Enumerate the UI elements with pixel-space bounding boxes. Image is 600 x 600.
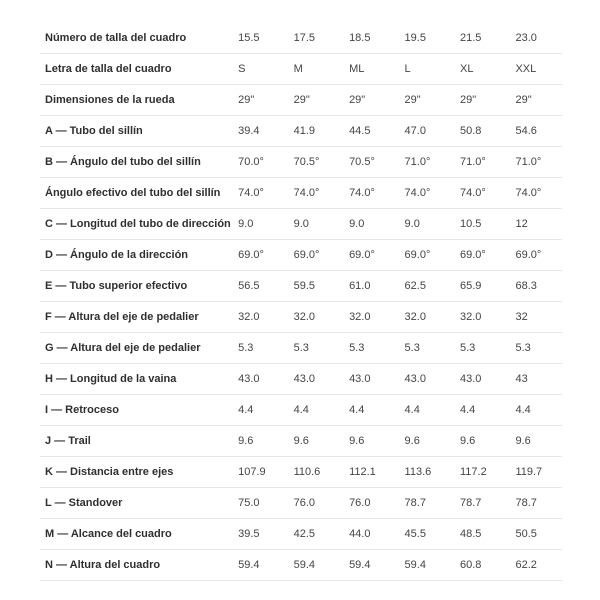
table-cell: 119.7 [515, 466, 543, 478]
table-cell: 9.0 [238, 218, 254, 230]
table-cell: 117.2 [460, 466, 487, 478]
table-cell: 32.0 [404, 311, 426, 323]
row-label: L — Standover [45, 497, 123, 509]
table-row [40, 240, 562, 271]
table-row [40, 147, 562, 178]
table-cell: S [238, 63, 246, 75]
table-cell: 113.6 [404, 466, 432, 478]
table-cell: 42.5 [293, 528, 316, 540]
table-cell: L [404, 63, 411, 75]
table-cell: 78.7 [515, 497, 537, 509]
table-row [40, 333, 562, 364]
table-row [40, 550, 562, 581]
table-cell: 69.0° [238, 249, 264, 261]
table-cell: 44.5 [349, 125, 371, 137]
row-label: F — Altura del eje de pedalier [45, 311, 199, 323]
table-cell: 29" [460, 94, 477, 106]
table-cell: 43.0 [460, 373, 482, 385]
table-cell: 43.0 [349, 373, 371, 385]
table-cell: 9.0 [293, 218, 309, 230]
table-cell: 29" [238, 94, 255, 106]
table-cell: 39.5 [238, 528, 260, 540]
row-label: I — Retroceso [45, 404, 119, 416]
table-cell: 4.4 [293, 404, 309, 416]
table-cell: 62.2 [515, 559, 537, 571]
table-cell: 9.0 [349, 218, 365, 230]
table-cell: 18.5 [349, 32, 371, 44]
table-cell: 76.0 [293, 497, 316, 509]
table-cell: 112.1 [349, 466, 376, 478]
table-cell: 78.7 [460, 497, 482, 509]
table-row [40, 23, 562, 54]
table-cell: 59.5 [293, 280, 316, 292]
table-cell: 4.4 [404, 404, 420, 416]
table-cell: 19.5 [404, 32, 426, 44]
table-cell: 12 [515, 218, 528, 230]
table-cell: 32.0 [238, 311, 260, 323]
table-cell: 74.0° [515, 187, 542, 199]
table-cell: ML [349, 63, 365, 75]
table-cell: 71.0° [515, 156, 542, 168]
table-cell: 4.4 [238, 404, 254, 416]
table-cell: 65.9 [460, 280, 482, 292]
table-cell: 47.0 [404, 125, 426, 137]
table-row [40, 178, 562, 209]
table-cell: 78.7 [404, 497, 426, 509]
table-cell: 21.5 [460, 32, 482, 44]
table-cell: 75.0 [238, 497, 260, 509]
table-cell: 69.0° [460, 249, 486, 261]
table-cell: 23.0 [515, 32, 537, 44]
table-cell: 15.5 [238, 32, 260, 44]
table-cell: 5.3 [404, 342, 420, 354]
table-cell: 32.0 [293, 311, 316, 323]
table-cell: 74.0° [238, 187, 264, 199]
table-row [40, 457, 562, 488]
table-cell: 5.3 [349, 342, 365, 354]
table-cell: 29" [515, 94, 532, 106]
table-cell: XXL [515, 63, 537, 75]
table-cell: 41.9 [293, 125, 316, 137]
row-label: Número de talla del cuadro [45, 32, 187, 44]
table-cell: 4.4 [460, 404, 476, 416]
table-cell: 74.0° [293, 187, 320, 199]
table-cell: 110.6 [293, 466, 321, 478]
table-cell: 9.6 [515, 435, 531, 447]
table-cell: 5.3 [515, 342, 531, 354]
table-row [40, 54, 562, 85]
table-cell: 74.0° [349, 187, 375, 199]
table-cell: 9.6 [349, 435, 365, 447]
row-label: Ángulo efectivo del tubo del sillín [45, 187, 221, 199]
row-label: K — Distancia entre ejes [45, 466, 174, 478]
table-row [40, 271, 562, 302]
table-cell: 70.0° [238, 156, 264, 168]
table-cell: 44.0 [349, 528, 371, 540]
table-cell: 9.6 [460, 435, 476, 447]
table-cell: 39.4 [238, 125, 260, 137]
table-cell: 71.0° [404, 156, 431, 168]
table-row [40, 116, 562, 147]
table-cell: 54.6 [515, 125, 537, 137]
table-cell: 43 [515, 373, 528, 385]
table-row [40, 395, 562, 426]
table-cell: 4.4 [515, 404, 531, 416]
table-cell: 71.0° [460, 156, 486, 168]
row-label: H — Longitud de la vaina [45, 373, 177, 385]
row-label: B — Ángulo del tubo del sillín [45, 156, 201, 168]
row-label: N — Altura del cuadro [45, 559, 161, 571]
geometry-table [40, 23, 562, 581]
table-cell: 32.0 [460, 311, 482, 323]
table-cell: 69.0° [293, 249, 320, 261]
row-label: M — Alcance del cuadro [45, 528, 172, 540]
table-cell: 17.5 [293, 32, 316, 44]
row-label: Letra de talla del cuadro [45, 63, 172, 75]
table-cell: 43.0 [238, 373, 260, 385]
table-row [40, 519, 562, 550]
table-cell: 50.5 [515, 528, 537, 540]
row-label: C — Longitud del tubo de dirección [45, 218, 231, 230]
table-row [40, 364, 562, 395]
table-cell: XL [460, 63, 474, 75]
table-cell: 29" [404, 94, 421, 106]
table-cell: 48.5 [460, 528, 482, 540]
table-cell: 59.4 [293, 559, 316, 571]
table-cell: 32 [515, 311, 528, 323]
row-label: J — Trail [45, 435, 91, 447]
table-cell: 69.0° [515, 249, 542, 261]
row-label: G — Altura del eje de pedalier [45, 342, 201, 354]
table-cell: 62.5 [404, 280, 426, 292]
table-cell: 70.5° [293, 156, 320, 168]
table-cell: 5.3 [460, 342, 476, 354]
table-cell: 107.9 [238, 466, 266, 478]
table-cell: 29" [293, 94, 310, 106]
table-cell: 50.8 [460, 125, 482, 137]
row-label: Dimensiones de la rueda [45, 94, 175, 106]
table-cell: M [293, 63, 303, 75]
table-cell: 59.4 [349, 559, 371, 571]
table-cell: 9.0 [404, 218, 420, 230]
table-row [40, 488, 562, 519]
table-row [40, 85, 562, 116]
table-cell: 74.0° [460, 187, 486, 199]
table-cell: 70.5° [349, 156, 375, 168]
table-cell: 5.3 [293, 342, 309, 354]
table-cell: 9.6 [293, 435, 309, 447]
table-cell: 60.8 [460, 559, 482, 571]
table-cell: 43.0 [404, 373, 426, 385]
table-cell: 59.4 [404, 559, 426, 571]
table-cell: 5.3 [238, 342, 254, 354]
table-cell: 10.5 [460, 218, 482, 230]
table-cell: 29" [349, 94, 366, 106]
table-cell: 56.5 [238, 280, 260, 292]
row-label: D — Ángulo de la dirección [45, 249, 189, 261]
table-cell: 59.4 [238, 559, 260, 571]
table-cell: 61.0 [349, 280, 371, 292]
row-label: E — Tubo superior efectivo [45, 280, 188, 292]
table-cell: 68.3 [515, 280, 537, 292]
table-row [40, 426, 562, 457]
table-row [40, 302, 562, 333]
table-cell: 74.0° [404, 187, 431, 199]
table-cell: 69.0° [404, 249, 431, 261]
table-cell: 45.5 [404, 528, 426, 540]
table-cell: 76.0 [349, 497, 371, 509]
table-cell: 4.4 [349, 404, 365, 416]
table-cell: 32.0 [349, 311, 371, 323]
table-cell: 43.0 [293, 373, 316, 385]
table-cell: 69.0° [349, 249, 375, 261]
table-row [40, 209, 562, 240]
table-cell: 9.6 [404, 435, 420, 447]
table-cell: 9.6 [238, 435, 254, 447]
row-label: A — Tubo del sillín [45, 125, 143, 137]
